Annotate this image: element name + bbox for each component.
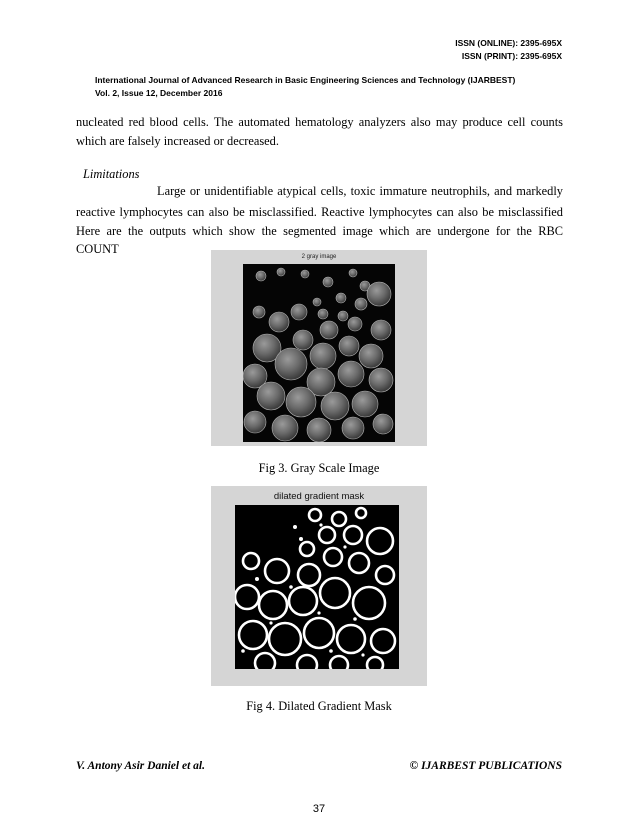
paragraph-line: COUNT bbox=[76, 242, 119, 256]
paragraph-line: Large or unidentifiable atypical cells, toxic immature neutrophils, and markedly bbox=[157, 184, 563, 198]
section-heading: Limitations bbox=[83, 167, 140, 181]
paragraph-line: Here are the outputs which show the segmented image which are undergone for the RBC bbox=[76, 224, 563, 238]
gray-blood-cells-image bbox=[243, 264, 395, 442]
issn-online: ISSN (ONLINE): 2395-695X bbox=[455, 38, 562, 48]
figure-caption: Fig 3. Gray Scale Image bbox=[258, 461, 380, 475]
issn-print: ISSN (PRINT): 2395-695X bbox=[461, 51, 562, 61]
footer-author: V. Antony Asir Daniel et al. bbox=[76, 760, 205, 772]
footer-publisher: © IJARBEST PUBLICATIONS bbox=[409, 760, 562, 772]
page-number: 37 bbox=[312, 803, 326, 815]
figure-inner-title: 2 gray image bbox=[301, 254, 337, 260]
figure-caption: Fig 4. Dilated Gradient Mask bbox=[246, 699, 392, 713]
gradient-mask-image bbox=[235, 505, 399, 669]
figure-inner-title: dilated gradient mask bbox=[273, 491, 365, 502]
paragraph-line: nucleated red blood cells. The automated hematology analyzers also may produce cell counts bbox=[76, 115, 563, 129]
figure-dilated-gradient bbox=[211, 486, 427, 686]
paragraph-line: which are falsely increased or decreased. bbox=[76, 134, 279, 148]
paragraph-line: reactive lymphocytes can also be misclassified. Reactive lymphocytes can also be misclassified bbox=[76, 205, 563, 219]
journal-volume: Vol. 2, Issue 12, December 2016 bbox=[95, 88, 223, 98]
figure-gray-scale bbox=[211, 250, 427, 446]
journal-title: International Journal of Advanced Research in Basic Engineering Sciences and Technology (IJARBEST) bbox=[95, 75, 516, 85]
